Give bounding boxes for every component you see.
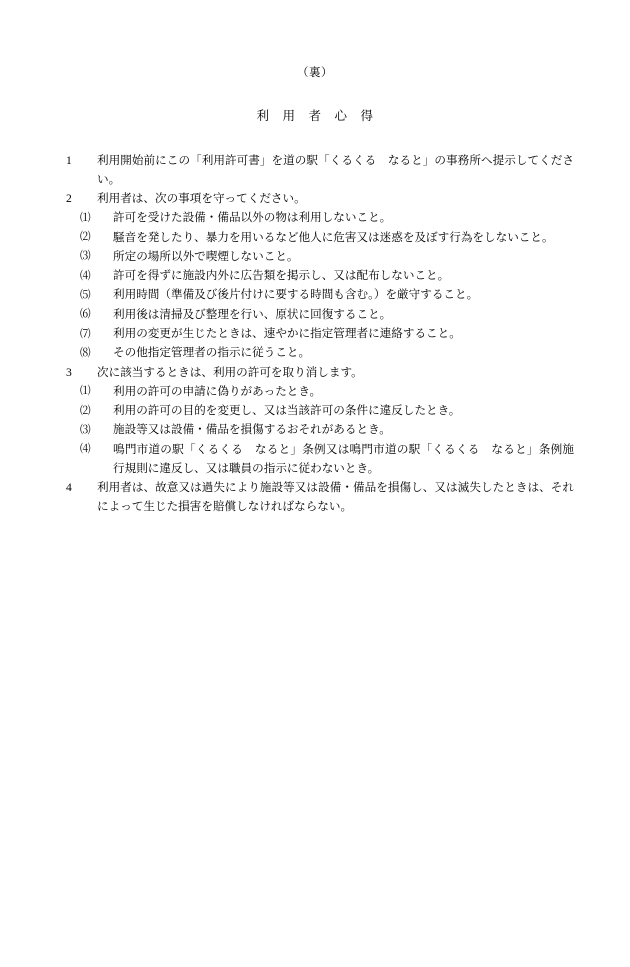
list-item-number: ⑶ xyxy=(80,251,91,263)
list-item xyxy=(80,306,574,325)
list-item-number: ⑸ xyxy=(80,289,91,301)
list-item-number: ⑴ xyxy=(80,212,91,224)
list-item-text: 許可を得ずに施設内外に広告類を掲示し、又は配布しないこと。 xyxy=(113,269,450,283)
list-item-number: ⑶ xyxy=(80,424,91,436)
list-item xyxy=(80,267,574,286)
list-item-text: 利用の変更が生じたときは、速やかに指定管理者に連絡すること。 xyxy=(113,327,461,341)
list-item xyxy=(80,229,574,248)
list-item-text: 利用者は、故意又は過失により施設等又は設備・備品を損傷し、又は滅失したときは、それによって生じた損害を賠償しなければならない。 xyxy=(97,480,574,513)
list-item-number: ⑺ xyxy=(80,328,91,340)
list-item-number: ⑵ xyxy=(80,405,91,417)
list-item xyxy=(80,383,574,402)
list-item-text: 許可を受けた設備・備品以外の物は利用しないこと。 xyxy=(113,211,392,225)
list-item-number: 2 xyxy=(66,192,72,206)
list-item xyxy=(80,402,574,421)
list-item-number: 1 xyxy=(66,154,72,167)
list-item-number: ⑷ xyxy=(80,444,91,456)
list-item-text: 利用開始前にこの「利用許可書」を道の駅「くるくる なると」の事務所へ提示してください。 xyxy=(97,154,574,186)
list-item-number: ⑷ xyxy=(80,270,91,282)
list-item-number: ⑻ xyxy=(80,347,91,359)
list-item xyxy=(66,364,574,383)
list-item xyxy=(80,286,574,305)
list-item xyxy=(80,209,574,228)
list-item-text: 利用の許可の目的を変更し、又は当該許可の条件に違反したとき。 xyxy=(113,404,461,418)
list-item xyxy=(80,421,574,440)
terms-list xyxy=(0,152,630,516)
list-item-number: 4 xyxy=(66,480,72,494)
list-item-text: 利用時間（準備及び後片付けに要する時間も含む。）を厳守すること。 xyxy=(113,288,479,302)
page-side-label: （裏） xyxy=(297,67,333,79)
list-item-number: ⑴ xyxy=(80,386,91,398)
list-item-text: 利用後は清掃及び整理を行い、原状に回復すること。 xyxy=(113,307,392,321)
list-item xyxy=(80,441,574,479)
list-item-number: ⑹ xyxy=(80,309,91,321)
list-item-number: ⑵ xyxy=(80,232,91,244)
list-item-text: 利用者は、次の事項を守ってください。 xyxy=(97,192,306,206)
list-item-text: 所定の場所以外で喫煙しないこと。 xyxy=(113,249,299,263)
list-item-text: 騒音を発したり、暴力を用いるなど他人に危害又は迷惑を及ぼす行為をしないこと。 xyxy=(113,230,554,244)
list-item-text: 利用の許可の申請に偽りがあったとき。 xyxy=(113,384,322,398)
list-item-text: その他指定管理者の指示に従うこと。 xyxy=(113,346,311,360)
list-item xyxy=(66,152,574,190)
page-title: 利 用 者 心 得 xyxy=(256,109,374,123)
list-item-text: 鳴門市道の駅「くるくる なると」条例又は鳴門市道の駅「くるくる なると」条例施行規則に違反し、又は職員の指示に従わないとき。 xyxy=(113,442,574,475)
list-item-text: 次に該当するときは、利用の許可を取り消します。 xyxy=(97,365,363,379)
list-item xyxy=(80,344,574,363)
list-item xyxy=(66,190,574,209)
list-item xyxy=(80,325,574,344)
list-item xyxy=(66,479,574,517)
list-item xyxy=(80,248,574,267)
list-item-number: 3 xyxy=(66,365,72,379)
document-page xyxy=(0,64,630,967)
list-item-text: 施設等又は設備・備品を損傷するおそれがあるとき。 xyxy=(113,423,391,437)
